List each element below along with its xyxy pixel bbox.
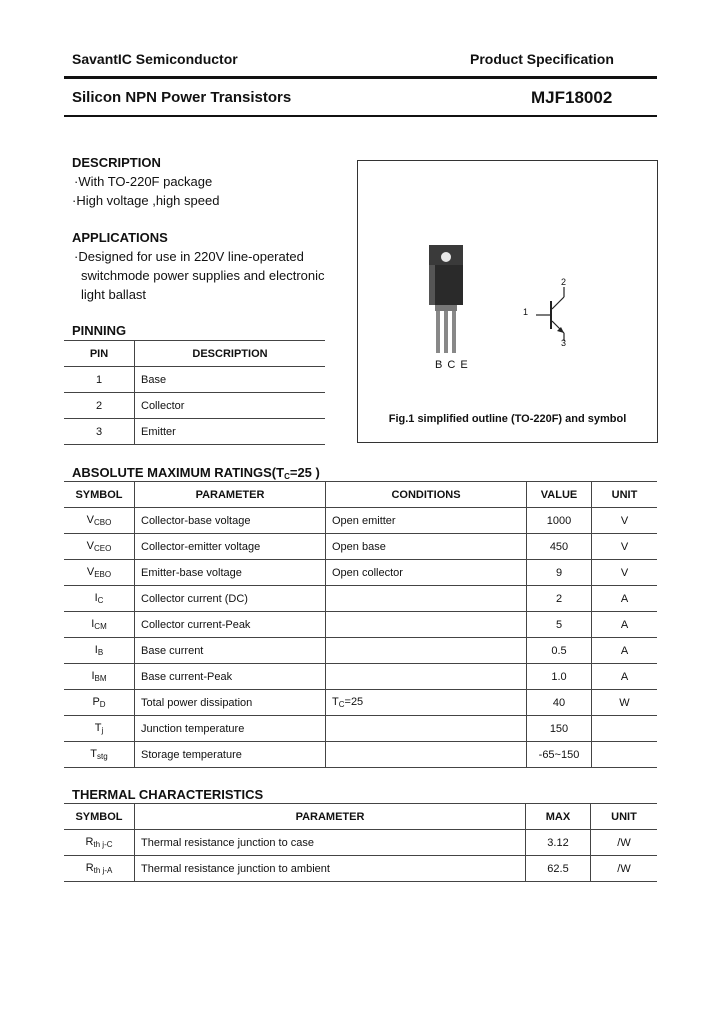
header-rule-bottom	[64, 115, 657, 117]
ratings-title: ABSOLUTE MAXIMUM $RATINGS(T_C=25$ )	[72, 465, 320, 481]
pin-description-header: DESCRIPTION	[135, 341, 326, 367]
conditions-cell	[326, 716, 527, 742]
pinning-table	[64, 340, 325, 445]
pin-number: 2	[64, 393, 135, 419]
symbol-cell: $T_j$	[64, 716, 135, 742]
table-row	[64, 690, 657, 716]
parameter-cell: Base current	[135, 638, 326, 664]
symbol-cell: $V_{CEO}$	[64, 534, 135, 560]
unit-cell: W	[592, 690, 658, 716]
value-cell: 0.5	[527, 638, 592, 664]
table-row	[64, 716, 657, 742]
applications-title: APPLICATIONS	[72, 230, 168, 245]
thermal-table	[64, 803, 657, 882]
parameter-cell: Thermal resistance junction to case	[135, 830, 526, 856]
symbol-pin-label: 3	[561, 338, 567, 348]
pin-number: 1	[64, 367, 135, 393]
parameter-header: PARAMETER	[135, 804, 526, 830]
value-cell: 1000	[527, 508, 592, 534]
max-cell: 3.12	[526, 830, 591, 856]
parameter-cell: Collector-base voltage	[135, 508, 326, 534]
figure-caption: Fig.1 simplified outline (TO-220F) and symbol	[388, 413, 627, 425]
value-cell: 40	[527, 690, 592, 716]
package-hole	[441, 252, 451, 262]
table-row	[64, 534, 657, 560]
symbol-cell: $I_B$	[64, 638, 135, 664]
conditions-cell: Open collector	[326, 560, 527, 586]
parameter-cell: Storage temperature	[135, 742, 326, 768]
symbol-cell: $T_{stg}$	[64, 742, 135, 768]
value-cell: 5	[527, 612, 592, 638]
table-row	[64, 856, 657, 882]
symbol-cell: $R_{th j-A}$	[64, 856, 135, 882]
to220f-package-drawing	[358, 161, 657, 442]
pin-number: 3	[64, 419, 135, 445]
applications-line: switchmode power supplies and electronic	[81, 268, 325, 283]
symbol-cell: $V_{CBO}$	[64, 508, 135, 534]
table-row	[64, 419, 325, 445]
pin-letters: B C E	[435, 359, 469, 371]
value-cell: -65~150	[527, 742, 592, 768]
table-row	[64, 560, 657, 586]
max-header: MAX	[526, 804, 591, 830]
product-line: Silicon NPN Power Transistors	[72, 89, 292, 106]
table-row	[64, 367, 325, 393]
description-item: ·With TO-220F package	[74, 174, 213, 189]
lead-emitter	[452, 305, 456, 353]
spec-label: Product Specification	[470, 51, 614, 67]
thermal-title: THERMAL CHARACTERISTICS	[72, 787, 264, 802]
lead-collector	[444, 305, 448, 353]
table-row	[64, 612, 657, 638]
unit-cell: A	[592, 586, 658, 612]
parameter-header: PARAMETER	[135, 482, 326, 508]
description-title: DESCRIPTION	[72, 155, 161, 170]
parameter-cell: Total power dissipation	[135, 690, 326, 716]
symbol-cell: $R_{th j-C}$	[64, 830, 135, 856]
parameter-cell: Thermal resistance junction to ambient	[135, 856, 526, 882]
pin-description: Emitter	[135, 419, 326, 445]
parameter-cell: Collector-emitter voltage	[135, 534, 326, 560]
pin-description: Collector	[135, 393, 326, 419]
symbol-cell: $V_{EBO}$	[64, 560, 135, 586]
symbol-pin-label: 2	[561, 277, 567, 287]
pin-description: Base	[135, 367, 326, 393]
conditions-cell	[326, 664, 527, 690]
symbol-header: SYMBOL	[64, 804, 135, 830]
pin-header: PIN	[64, 341, 135, 367]
part-number: MJF18002	[531, 88, 613, 107]
value-header: VALUE	[527, 482, 592, 508]
lead-base	[436, 305, 440, 353]
symbol-cell: $I_{BM}$	[64, 664, 135, 690]
conditions-cell: Open base	[326, 534, 527, 560]
value-cell: 9	[527, 560, 592, 586]
table-row	[64, 393, 325, 419]
parameter-cell: Collector current-Peak	[135, 612, 326, 638]
max-cell: 62.5	[526, 856, 591, 882]
symbol-cell: $I_C$	[64, 586, 135, 612]
parameter-cell: Junction temperature	[135, 716, 326, 742]
value-cell: 150	[527, 716, 592, 742]
conditions-cell: Open emitter	[326, 508, 527, 534]
description-item: ·High voltage ,high speed	[72, 193, 220, 208]
unit-cell: A	[592, 612, 658, 638]
value-cell: 1.0	[527, 664, 592, 690]
table-row	[64, 508, 657, 534]
unit-cell: V	[592, 560, 658, 586]
value-cell: 450	[527, 534, 592, 560]
header-rule-top	[64, 76, 657, 79]
conditions-cell	[326, 612, 527, 638]
symbol-pin-label: 1	[523, 307, 529, 317]
unit-cell	[592, 742, 658, 768]
unit-cell: A	[592, 638, 658, 664]
conditions-cell: $T_C=25$	[326, 690, 527, 716]
applications-line: ·Designed for use in 220V line-operated	[74, 249, 304, 264]
unit-cell	[592, 716, 658, 742]
unit-cell: /W	[591, 830, 658, 856]
unit-cell: V	[592, 534, 658, 560]
parameter-cell: Base current-Peak	[135, 664, 326, 690]
table-row	[64, 664, 657, 690]
table-row	[64, 586, 657, 612]
pinning-title: PINNING	[72, 323, 127, 338]
ratings-table	[64, 481, 657, 768]
value-cell: 2	[527, 586, 592, 612]
unit-cell: /W	[591, 856, 658, 882]
table-row	[64, 638, 657, 664]
symbol-cell: $P_D$	[64, 690, 135, 716]
unit-cell: A	[592, 664, 658, 690]
conditions-cell	[326, 586, 527, 612]
unit-cell: V	[592, 508, 658, 534]
package-figure	[357, 160, 658, 443]
unit-header: UNIT	[592, 482, 658, 508]
company-name: SavantIC Semiconductor	[72, 51, 238, 67]
symbol-cell: $I_{CM}$	[64, 612, 135, 638]
unit-header: UNIT	[591, 804, 658, 830]
applications-line: light ballast	[81, 287, 147, 302]
parameter-cell: Emitter-base voltage	[135, 560, 326, 586]
parameter-cell: Collector current (DC)	[135, 586, 326, 612]
table-row	[64, 830, 657, 856]
conditions-cell	[326, 638, 527, 664]
symbol-header: SYMBOL	[64, 482, 135, 508]
conditions-cell	[326, 742, 527, 768]
conditions-header: CONDITIONS	[326, 482, 527, 508]
table-row	[64, 742, 657, 768]
